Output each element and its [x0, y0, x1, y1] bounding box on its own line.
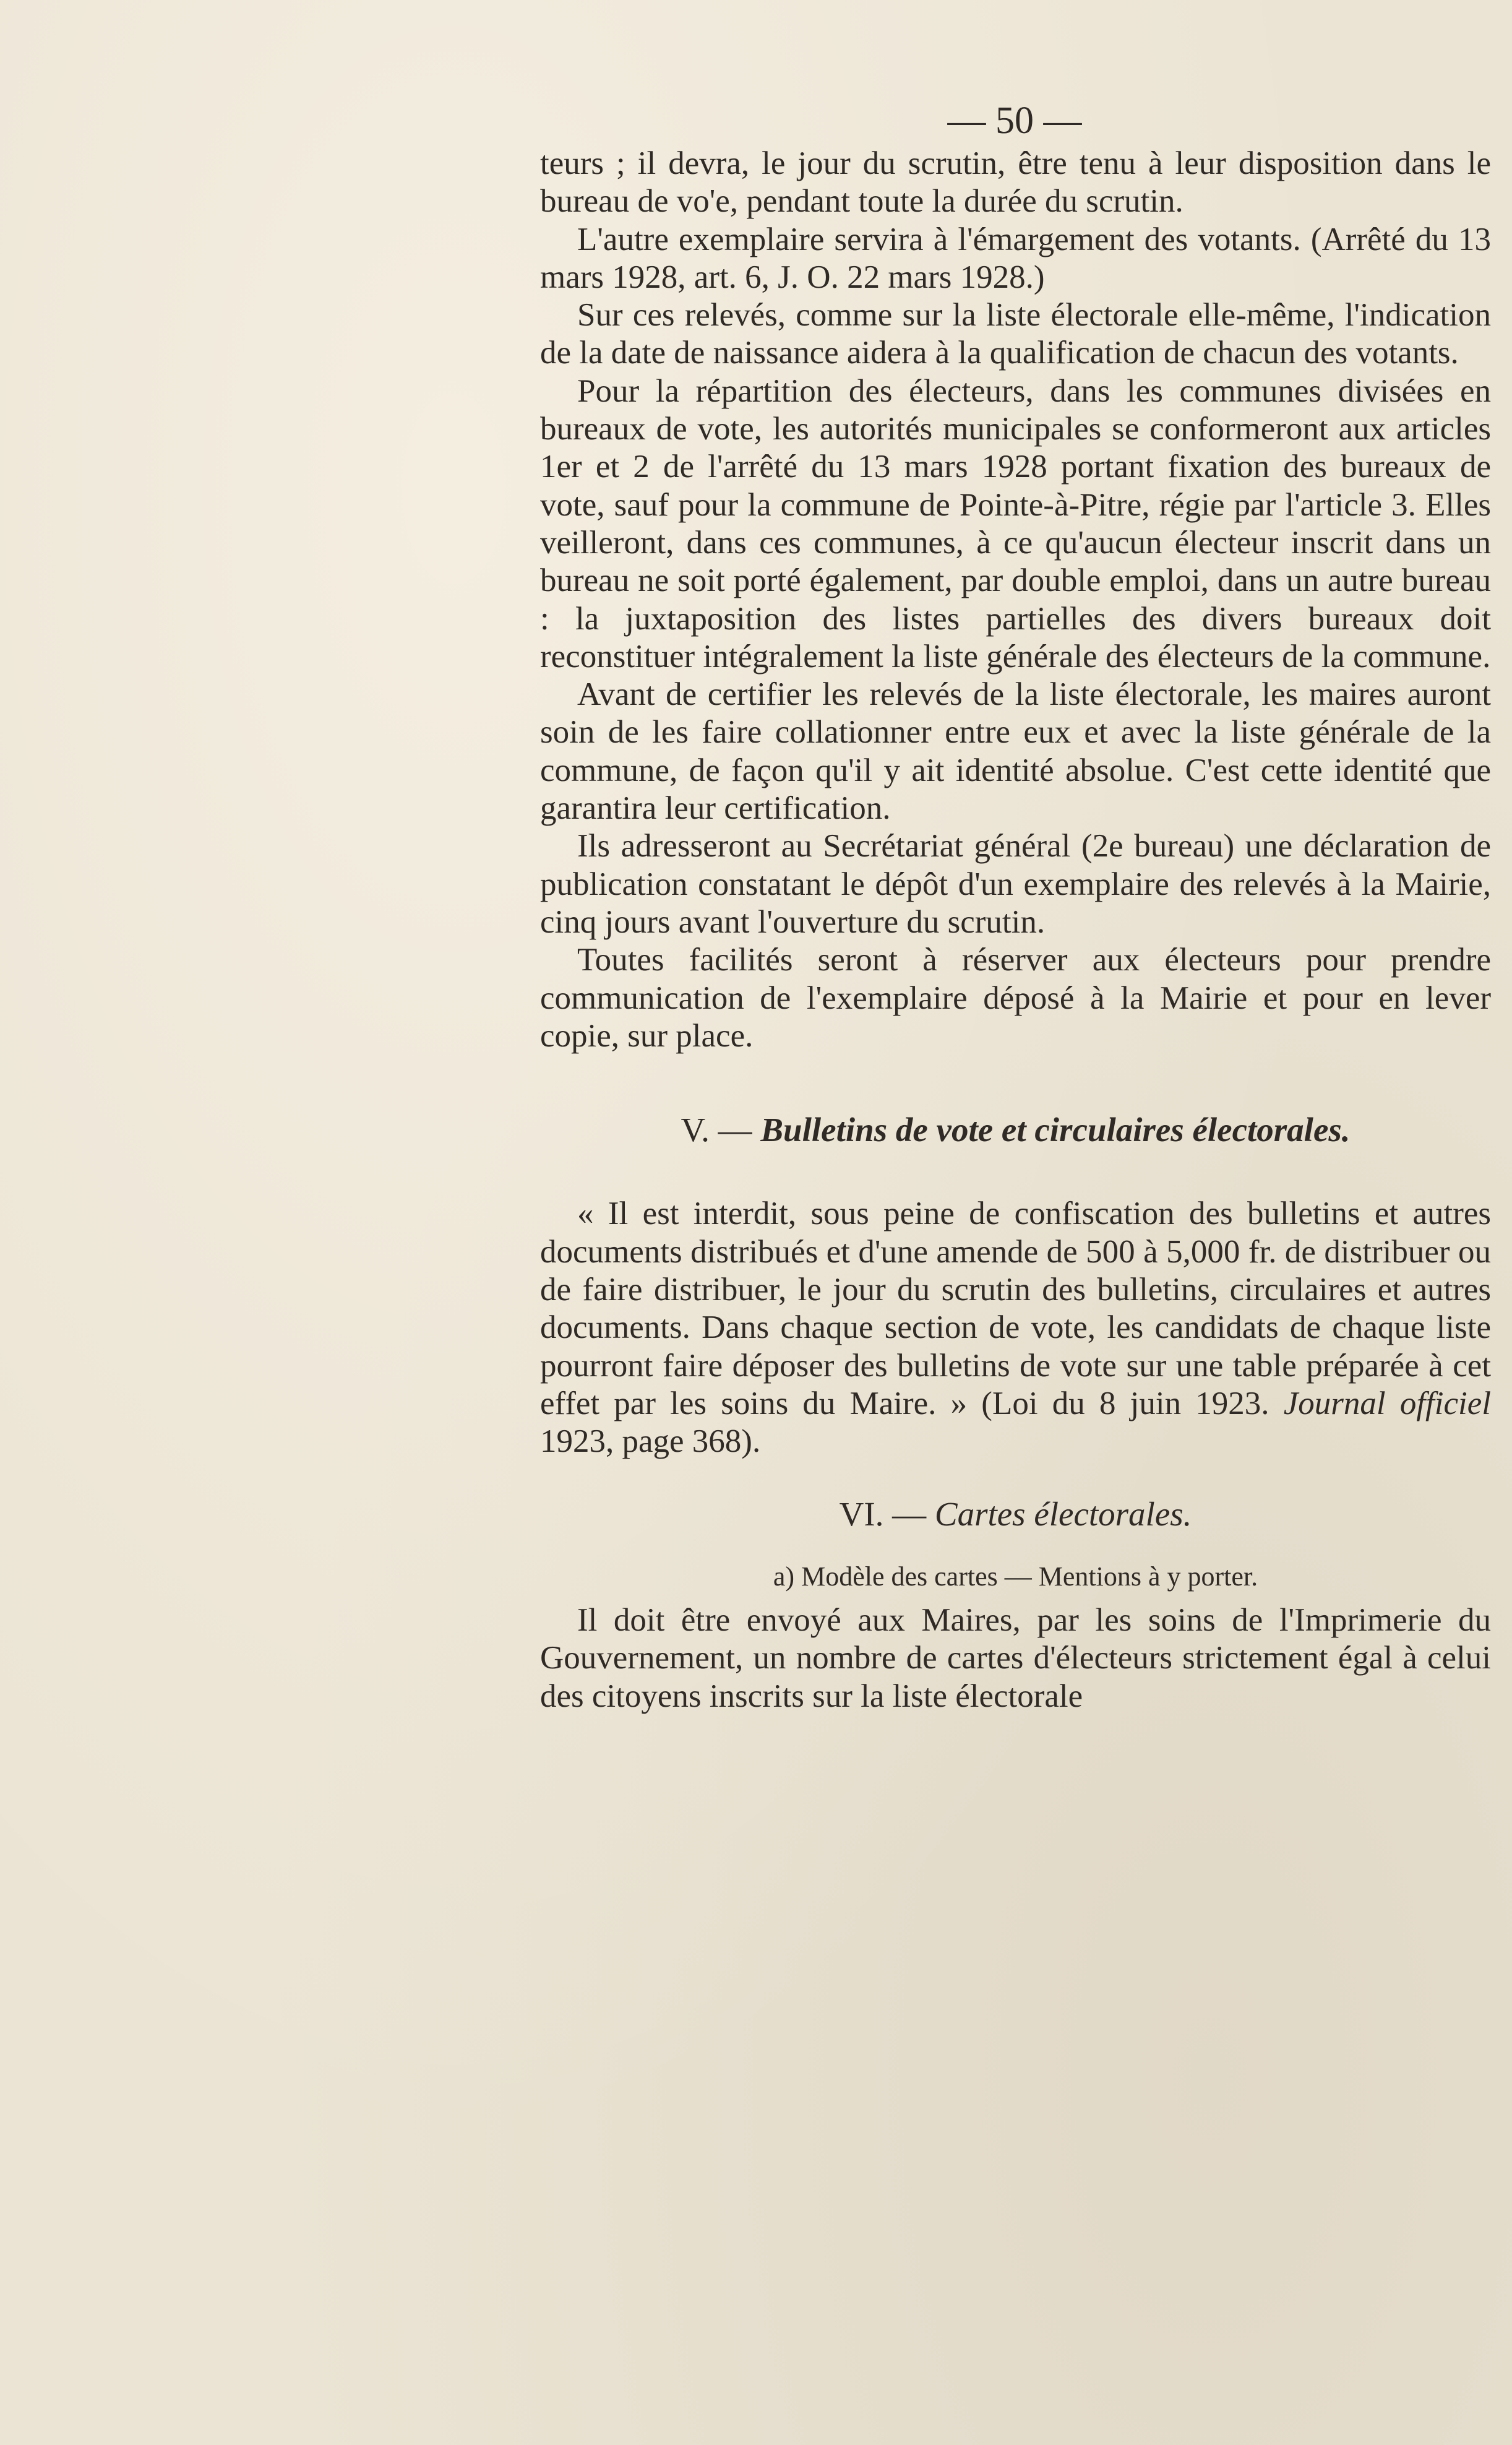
section-vi-title: Cartes électorales. [934, 1494, 1192, 1533]
document-body [540, 145, 1491, 1715]
paragraph-6: Ils adresseront au Secrétariat général (2e bureau) une déclaration de publication constatant le dépôt d'un exemplaire des relevés à la Mairie, cinq jours avant l'ouverture du scrutin. [540, 828, 1491, 940]
section-vi-label: VI. — [839, 1494, 927, 1533]
section-v-paragraph [540, 1195, 1491, 1460]
section-vi-heading [540, 1495, 1491, 1533]
paragraph-1: teurs ; il devra, le jour du scrutin, être tenu à leur disposition dans le bureau de vo'e, pendant toute la durée du scrutin. [540, 145, 1491, 220]
paragraph-7: Toutes facilités seront à réserver aux électeurs pour prendre communication de l'exemplaire déposé à la Mairie et pour en lever copie, sur place. [540, 942, 1491, 1054]
paragraph-2: L'autre exemplaire servira à l'émargement des votants. (Arrêté du 13 mars 1928, art. 6, J. O. 22 mars 1928.) [540, 221, 1491, 295]
section-v-label: V. — [681, 1111, 752, 1149]
section-v-journal: Journal officiel [1283, 1385, 1491, 1421]
section-vi-paragraph: Il doit être envoyé aux Maires, par les soins de l'Imprimerie du Gouvernement, un nombre de cartes d'électeurs strictement égal à celui des citoyens inscrits sur la liste électorale [540, 1602, 1491, 1714]
paragraph-3: Sur ces relevés, comme sur la liste électorale elle-même, l'indication de la date de naissance aidera à la qualification de chacun des votants. [540, 297, 1491, 371]
paragraph-4: Pour la répartition des électeurs, dans les communes divisées en bureaux de vote, les autorités municipales se conformeront aux articles 1er et 2 de l'arrêté du 13 mars 1928 portant fixation des bureaux de vote, sauf pour la commune de Pointe-à-Pitre, régie par l'article 3. Elles veilleront, dans ces communes, à ce qu'aucun électeur inscrit dans un bureau ne soit porté également, par double emploi, dans un autre bureau : la juxtaposition des listes partielles des divers bureaux doit reconstituer intégralement la liste générale des électeurs de la commune. [540, 373, 1491, 675]
section-vi-subheading: a) Modèle des cartes — Mentions à y porter. [773, 1561, 1258, 1592]
section-v-text-end: 1923, page 368). [540, 1423, 761, 1460]
paragraph-5: Avant de certifier les relevés de la liste électorale, les maires auront soin de les faire collationner entre eux et avec la liste générale de la commune, de façon qu'il y ait identité absolue. C'est cette identité que garantira leur certification. [540, 676, 1491, 827]
section-v-heading [540, 1111, 1491, 1149]
page-number: — 50 — [947, 100, 1082, 142]
section-v-title: Bulletins de vote et circulaires électorales. [760, 1111, 1351, 1149]
section-v-text-start: « Il est interdit, sous peine de confiscation des bulletins et autres documents distribués et d'une amende de 500 à 5,000 fr. de distribuer ou de faire distribuer, le jour du scrutin des bulletins, circulaires et autres documents. Dans chaque section de vote, les candidats de chaque liste pourront faire déposer des bulletins de vote sur une table préparée à cet effet par les soins du Maire. » (Loi du 8 juin 1923. [540, 1196, 1491, 1421]
